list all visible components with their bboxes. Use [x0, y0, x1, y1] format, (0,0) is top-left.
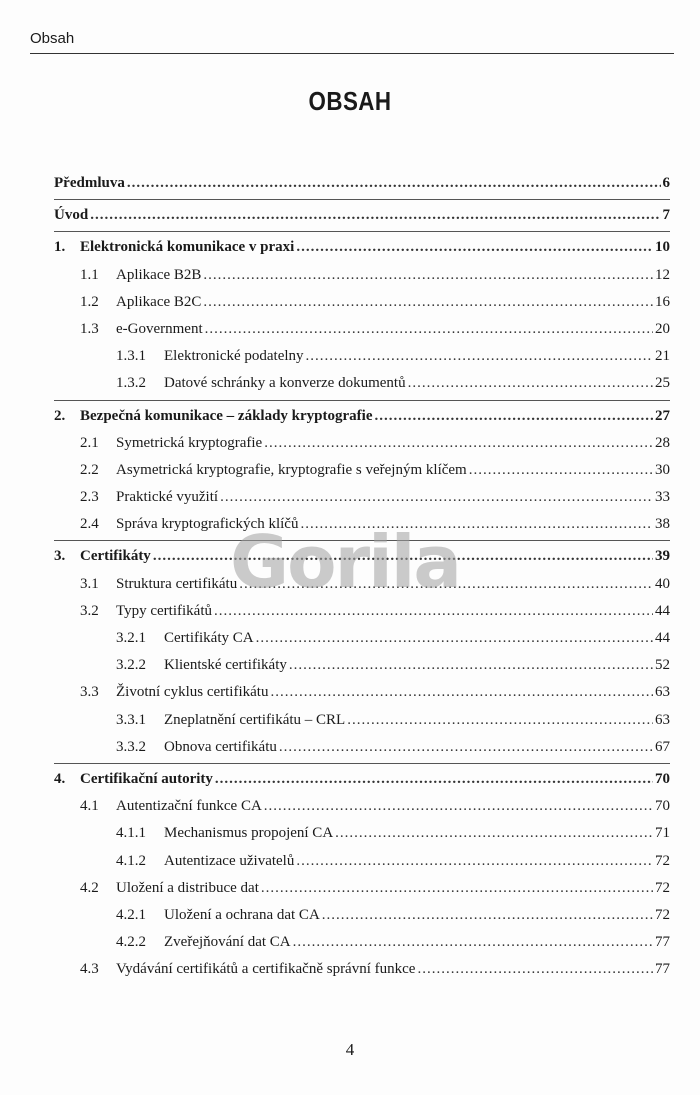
toc-entry-number: 3.2.1 — [116, 630, 146, 646]
toc-entry-number: 2. — [54, 407, 66, 424]
toc-entry-page: 25 — [655, 375, 670, 392]
toc-entry-page: 30 — [655, 461, 670, 478]
page-title: OBSAH — [308, 86, 392, 116]
toc-entry — [54, 652, 670, 679]
toc-entry-number: 4.2 — [80, 879, 99, 896]
toc-entry — [54, 370, 670, 397]
dot-leader — [293, 929, 653, 956]
toc-entry-page: 72 — [655, 906, 670, 923]
toc-entry-number: 1.3.2 — [116, 375, 146, 392]
toc-entry-title: Uložení a ochrana dat CA — [164, 906, 320, 923]
dot-leader — [289, 652, 653, 679]
toc-entry-title: Asymetrická kryptografie, kryptografie s veřejným klíčem — [116, 461, 467, 478]
toc-entry — [54, 403, 670, 430]
toc-entry — [54, 820, 670, 847]
toc-entry-number: 3.2.2 — [116, 657, 146, 674]
watermark-logo: Gorila — [230, 520, 461, 604]
toc-entry-title: Aplikace B2C — [116, 293, 202, 310]
toc-entry-page: 67 — [655, 738, 670, 755]
toc-entry-page: 21 — [655, 348, 670, 365]
toc-entry-page: 10 — [655, 239, 670, 256]
toc-entry-title: Předmluva — [54, 175, 125, 191]
toc-entry-title: Certifikáty — [80, 548, 151, 565]
toc-entry-title: Životní cyklus certifikátu — [116, 684, 269, 701]
dot-leader — [203, 262, 653, 289]
toc-entry-title: Uložení a distribuce dat — [116, 879, 259, 896]
toc-entry-number: 1.3.1 — [116, 348, 146, 365]
toc-entry-number: 4.3 — [80, 961, 99, 978]
toc-entry-page: 70 — [655, 798, 670, 815]
toc-entry-page: 72 — [655, 852, 670, 869]
toc-entry-page: 77 — [655, 934, 670, 951]
toc-entry-title: Autentizace uživatelů — [164, 852, 295, 869]
toc-entry-title: Typy certifikátů — [116, 602, 212, 619]
toc-entry-page: 40 — [655, 575, 670, 592]
dot-leader — [261, 875, 653, 902]
toc-entry — [54, 625, 670, 652]
toc-entry — [54, 343, 670, 370]
toc-entry-title: Certifikáty CA — [164, 630, 254, 646]
toc-entry-number: 4.1.2 — [116, 852, 146, 869]
toc-entry-title: e-Government — [116, 320, 203, 337]
toc-entry-number: 4.1 — [80, 798, 99, 815]
toc-entry — [54, 734, 670, 761]
toc-entry-page: 33 — [655, 489, 670, 506]
section-divider — [54, 231, 670, 232]
dot-leader — [375, 403, 654, 430]
toc-entry-page: 27 — [655, 407, 670, 424]
dot-leader — [264, 793, 653, 820]
toc-entry — [54, 170, 670, 197]
toc-entry — [54, 875, 670, 902]
toc-entry-number: 2.2 — [80, 461, 99, 478]
toc-entry-title: Symetrická kryptografie — [116, 434, 263, 451]
section-divider — [54, 199, 670, 200]
toc-entry-page: 52 — [655, 657, 670, 674]
dot-leader — [322, 902, 653, 929]
toc-entry-number: 4.2.2 — [116, 934, 146, 951]
toc-entry-title: Struktura certifikátu — [116, 575, 238, 592]
toc-entry-page: 7 — [662, 207, 670, 224]
toc-entry-page: 63 — [655, 684, 670, 701]
toc-entry-page: 20 — [655, 320, 670, 337]
dot-leader — [127, 170, 661, 197]
toc-entry — [54, 793, 670, 820]
toc-entry-page: 77 — [655, 961, 670, 978]
toc-entry-number: 1.2 — [80, 293, 99, 310]
toc-entry — [54, 707, 670, 734]
toc-entry-page: 70 — [655, 770, 670, 787]
toc-entry-page: 6 — [662, 175, 670, 191]
toc-entry-number: 1.3 — [80, 320, 99, 337]
toc-entry-title: Certifikační autority — [80, 770, 213, 787]
page-number: 4 — [345, 1040, 355, 1059]
toc-entry-page: 44 — [655, 630, 670, 646]
running-head: Obsah — [30, 30, 75, 47]
section-divider — [54, 763, 670, 764]
dot-leader — [205, 316, 653, 343]
toc-entry-title: Vydávání certifikátů a certifikačně správní funkce — [116, 961, 416, 978]
dot-leader — [408, 370, 653, 397]
dot-leader — [296, 848, 653, 875]
dot-leader — [215, 766, 653, 793]
toc-entry-title: Datové schránky a konverze dokumentů — [164, 375, 406, 392]
dot-leader — [270, 679, 653, 706]
toc-entry-number: 4.2.1 — [116, 906, 146, 923]
toc-entry-title: Úvod — [54, 207, 89, 224]
toc-entry-number: 2.4 — [80, 516, 99, 533]
toc-entry-number: 2.1 — [80, 434, 99, 451]
dot-leader — [90, 202, 660, 229]
dot-leader — [347, 707, 653, 734]
toc-entry-number: 3.2 — [80, 602, 99, 619]
toc-entry-number: 4. — [54, 770, 66, 787]
toc-entry — [54, 679, 670, 706]
toc-entry — [54, 848, 670, 875]
toc-entry-title: Elektronické podatelny — [164, 348, 304, 365]
dot-leader — [296, 234, 653, 261]
toc-entry-title: Elektronická komunikace v praxi — [80, 239, 295, 256]
dot-leader — [306, 343, 653, 370]
toc-entry-title: Zneplatnění certifikátu – CRL — [164, 711, 346, 728]
toc-entry-number: 3.3.1 — [116, 711, 146, 728]
toc-entry-number: 3. — [54, 548, 66, 565]
toc-entry-page: 72 — [655, 879, 670, 896]
toc-entry-title: Praktické využití — [116, 489, 219, 506]
toc-entry — [54, 956, 670, 983]
toc-entry — [54, 289, 670, 316]
dot-leader — [279, 734, 653, 761]
toc-entry-page: 71 — [655, 825, 670, 842]
toc-entry-page: 44 — [655, 602, 670, 619]
toc-entry — [54, 484, 670, 511]
toc-entry-number: 4.1.1 — [116, 825, 146, 842]
toc-entry-page: 63 — [655, 711, 670, 728]
toc-entry-title: Obnova certifikátu — [164, 738, 277, 755]
toc-entry-title: Autentizační funkce CA — [116, 798, 262, 815]
toc-entry-page: 38 — [655, 516, 670, 533]
toc-entry-title: Mechanismus propojení CA — [164, 825, 334, 842]
toc-entry — [54, 262, 670, 289]
toc-entry-title: Zveřejňování dat CA — [164, 934, 291, 951]
toc-entry — [54, 430, 670, 457]
section-divider — [54, 400, 670, 401]
toc-entry — [54, 202, 670, 229]
toc-entry-title: Bezpečná komunikace – základy kryptografie — [80, 407, 373, 424]
toc-entry-title: Klientské certifikáty — [164, 657, 287, 674]
toc-entry-page: 16 — [655, 293, 670, 310]
toc-entry-number: 1.1 — [80, 266, 99, 283]
dot-leader — [264, 430, 653, 457]
dot-leader — [417, 956, 653, 983]
header-rule — [30, 53, 674, 54]
toc-entry — [54, 766, 670, 793]
toc-entry-number: 2.3 — [80, 489, 99, 506]
toc-entry-number: 1. — [54, 239, 66, 256]
toc-entry-page: 12 — [655, 266, 670, 283]
dot-leader — [220, 484, 653, 511]
dot-leader — [256, 625, 653, 652]
toc-entry-title: Aplikace B2B — [116, 266, 202, 283]
dot-leader — [335, 820, 653, 847]
toc-entry — [54, 929, 670, 956]
toc-entry-number: 3.3.2 — [116, 738, 146, 755]
toc-entry — [54, 457, 670, 484]
toc-entry-page: 28 — [655, 434, 670, 451]
dot-leader — [203, 289, 653, 316]
dot-leader — [469, 457, 653, 484]
toc-entry-number: 3.3 — [80, 684, 99, 701]
toc-entry-number: 3.1 — [80, 575, 99, 592]
toc-entry-page: 39 — [655, 548, 670, 565]
toc-entry — [54, 234, 670, 261]
toc-entry — [54, 902, 670, 929]
toc-entry-title: Správa kryptografických klíčů — [116, 516, 299, 533]
toc-entry — [54, 316, 670, 343]
